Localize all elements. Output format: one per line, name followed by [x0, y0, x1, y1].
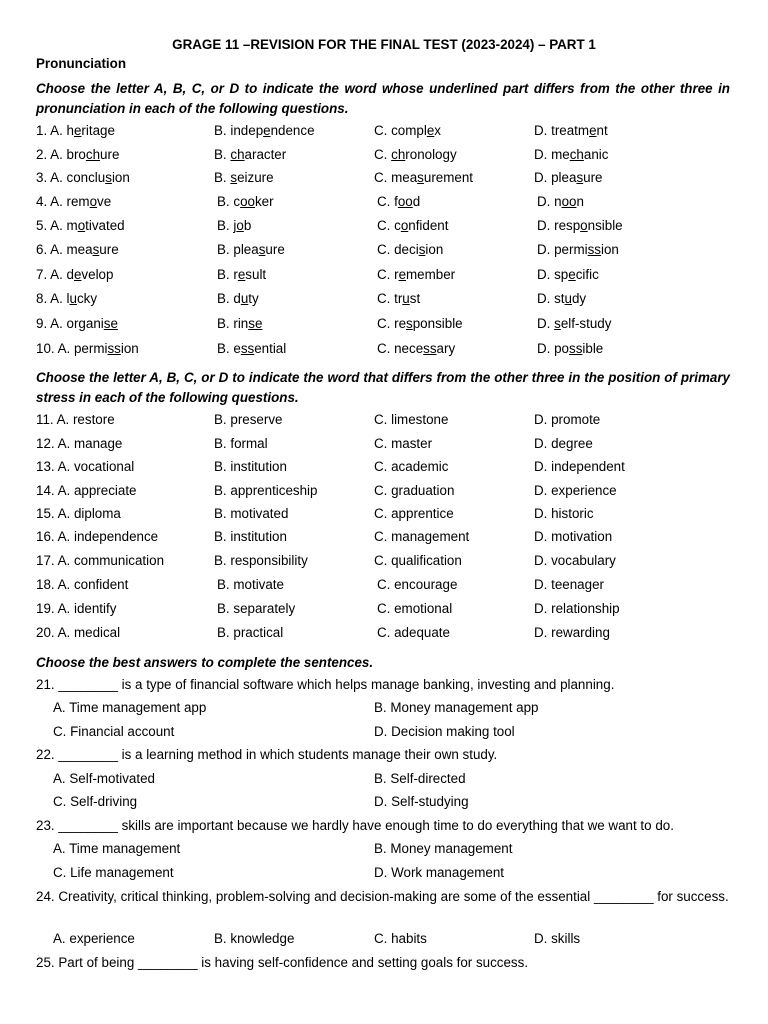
option: C. habits [374, 931, 427, 946]
underlined-letters: o [580, 218, 588, 233]
underlined-letters: o [89, 194, 98, 209]
option-text: n [576, 194, 584, 209]
option-text: tivated [85, 218, 125, 233]
option-text: eizure [237, 170, 274, 185]
option [36, 341, 139, 356]
option-text: B. indep [214, 123, 264, 138]
underlined-letters: o [400, 218, 409, 233]
option: 20. A. medical [36, 625, 121, 640]
question-row [36, 316, 736, 336]
option-text: C. [374, 147, 392, 162]
question-row [36, 553, 736, 573]
option [537, 242, 619, 257]
question-row [36, 194, 736, 214]
option-text: B. e [217, 341, 241, 356]
option [214, 147, 286, 162]
option: 16. A. independence [36, 529, 159, 544]
option: 11. A. restore [36, 412, 115, 427]
option-text: ure [583, 170, 603, 185]
option [374, 123, 441, 138]
option-text: 5. A. m [36, 218, 78, 233]
option [217, 316, 262, 331]
option: D. independent [534, 459, 625, 474]
option [214, 123, 315, 138]
underlined-letters: ch [569, 147, 584, 162]
option-text: D. me [534, 147, 570, 162]
option: D. rewarding [534, 625, 610, 640]
option: B. knowledge [214, 931, 295, 946]
option [377, 316, 463, 331]
option [374, 170, 473, 185]
option: D. motivation [534, 529, 613, 544]
underlined-letters: oo [240, 194, 255, 209]
question-row [36, 267, 736, 287]
question-row [36, 577, 736, 597]
option-text: x [434, 123, 441, 138]
underlined-letters: s [230, 170, 238, 185]
underlined-letters: s [406, 316, 413, 331]
option [374, 147, 457, 162]
option-text: 6. A. mea [36, 242, 93, 257]
underlined-letters: e [73, 267, 82, 282]
option: C. graduation [374, 483, 455, 498]
option: 15. A. diploma [36, 506, 121, 521]
option [217, 267, 266, 282]
option-text: nt [596, 123, 608, 138]
question-row [36, 291, 736, 311]
question-row [36, 218, 736, 238]
underlined-letters: ss [240, 341, 255, 356]
question-row [36, 412, 736, 432]
option-text: D. st [537, 291, 565, 306]
option [36, 170, 130, 185]
option-text: ndence [270, 123, 315, 138]
option-text: C. r [377, 267, 399, 282]
instruction-pronunciation: Choose the letter A, B, C, or D to indicate the word whose underlined part differs from the other three in pronunciation in each of the following questions. [36, 81, 730, 116]
option-text: ritage [81, 123, 115, 138]
option: B. separately [217, 601, 296, 616]
option-text: B. rin [217, 316, 249, 331]
question-row [36, 436, 736, 456]
underlined-letters: s [92, 242, 100, 257]
option-text: ponsible [412, 316, 463, 331]
underlined-letters: oo [561, 194, 577, 209]
underlined-letters: e [589, 123, 597, 138]
option-text: 10. A. permi [36, 341, 108, 356]
option [377, 341, 455, 356]
option-text: cific [575, 267, 599, 282]
option-text: d [412, 194, 421, 209]
underlined-letters: e [73, 123, 82, 138]
option-text: 2. A. bro [36, 147, 86, 162]
option: A. Time management [53, 841, 181, 856]
underlined-letters: se [103, 316, 118, 331]
option-text: ure [100, 147, 120, 162]
option [377, 291, 420, 306]
underlined-letters: e [398, 267, 407, 282]
option: D. vocabulary [534, 553, 616, 568]
question-25: 25. Part of being ________ is having self-confidence and setting goals for success. [36, 955, 529, 970]
option: D. historic [534, 506, 594, 521]
option-text: B. r [217, 267, 238, 282]
option [36, 316, 118, 331]
underlined-letters: ch [85, 147, 101, 162]
option [217, 194, 274, 209]
question-row [36, 529, 736, 549]
option: D. teenager [534, 577, 604, 592]
option-text: C. tr [377, 291, 403, 306]
option: C. emotional [377, 601, 453, 616]
option-text: elf-study [560, 316, 612, 331]
option-text: ion [601, 242, 619, 257]
underlined-letters: ss [569, 341, 583, 356]
underlined-letters: e [426, 123, 435, 138]
option-text: ty [248, 291, 259, 306]
option-text: member [406, 267, 456, 282]
option-text: D. resp [537, 218, 581, 233]
question-row [36, 341, 736, 361]
option-text: dy [571, 291, 587, 306]
option-text: st [409, 291, 421, 306]
option: C. Financial account [53, 724, 175, 739]
option [537, 267, 599, 282]
option: A. experience [53, 931, 135, 946]
option-text: ure [99, 242, 119, 257]
option [36, 147, 119, 162]
option-text: D. sp [537, 267, 569, 282]
underlined-letters: ss [423, 341, 437, 356]
option-text: ion [111, 170, 130, 185]
option [377, 194, 420, 209]
option-text: b [243, 218, 252, 233]
option [537, 316, 611, 331]
question-row [36, 170, 736, 190]
option: B. Self-directed [374, 771, 466, 786]
option-text: D. treatm [534, 123, 590, 138]
question-row [36, 242, 736, 262]
option [36, 123, 115, 138]
question-row [36, 506, 736, 526]
question-22: 22. ________ is a learning method in which students manage their own study. [36, 747, 498, 762]
option-text: C. f [377, 194, 398, 209]
option-text: cky [76, 291, 98, 306]
underlined-letters: s [105, 170, 112, 185]
option: D. degree [534, 436, 593, 451]
option-text: B. c [217, 194, 241, 209]
option [534, 147, 608, 162]
option-text: 4. A. rem [36, 194, 90, 209]
underlined-letters: u [564, 291, 572, 306]
option: B. motivated [214, 506, 289, 521]
option-text: urement [423, 170, 473, 185]
option-text: B. [214, 170, 231, 185]
option-text: ible [582, 341, 604, 356]
option: 14. A. appreciate [36, 483, 137, 498]
option [534, 170, 603, 185]
option-text: D. plea [534, 170, 577, 185]
option: 18. A. confident [36, 577, 129, 592]
question-21: 21. ________ is a type of financial software which helps manage banking, investing and planning. [36, 677, 615, 692]
option-text: C. c [377, 218, 401, 233]
option: B. institution [214, 529, 287, 544]
option-text: ve [97, 194, 112, 209]
option-text: C. compl [374, 123, 427, 138]
option: 12. A. manage [36, 436, 123, 451]
option-text: C. deci [377, 242, 419, 257]
option [377, 242, 443, 257]
option-text: D. permi [537, 242, 588, 257]
option: D. Decision making tool [374, 724, 515, 739]
option-text: 7. A. d [36, 267, 74, 282]
option-text: ary [436, 341, 456, 356]
option: B. institution [214, 459, 287, 474]
option-text: ion [425, 242, 444, 257]
option: D. Work management [374, 865, 504, 880]
option: C. limestone [374, 412, 449, 427]
underlined-letters: u [240, 291, 249, 306]
option: B. formal [214, 436, 268, 451]
option [217, 218, 251, 233]
underlined-letters: s [258, 242, 266, 257]
option-text: ronology [405, 147, 457, 162]
option: C. management [374, 529, 470, 544]
option [377, 218, 448, 233]
underlined-letters: ch [391, 147, 406, 162]
underlined-letters: oo [397, 194, 413, 209]
option-text: C. nece [377, 341, 424, 356]
option: D. Self-studying [374, 794, 469, 809]
underlined-letters: ss [107, 341, 121, 356]
question-row [36, 625, 736, 645]
option: B. apprenticeship [214, 483, 318, 498]
option-text: D. n [537, 194, 562, 209]
option-text: anic [583, 147, 609, 162]
option: B. motivate [217, 577, 284, 592]
option: C. adequate [377, 625, 450, 640]
option-text: C. mea [374, 170, 418, 185]
option: 19. A. identify [36, 601, 117, 616]
option-text: B. j [217, 218, 237, 233]
option [36, 267, 113, 282]
underlined-letters: o [236, 218, 244, 233]
option [36, 194, 111, 209]
question-row [36, 459, 736, 479]
option-text: B. d [217, 291, 241, 306]
option: B. Money management [374, 841, 513, 856]
underlined-letters: s [418, 242, 426, 257]
option: D. experience [534, 483, 617, 498]
option: C. qualification [374, 553, 462, 568]
underlined-letters: ch [230, 147, 245, 162]
underlined-letters: se [248, 316, 263, 331]
option-text: 8. A. l [36, 291, 70, 306]
section-heading: Pronunciation [36, 56, 127, 71]
question-row [36, 147, 736, 167]
option [214, 170, 274, 185]
option [36, 242, 119, 257]
underlined-letters: s [576, 170, 584, 185]
option-text: D. po [537, 341, 570, 356]
option: A. Time management app [53, 700, 207, 715]
option-text: 3. A. conclu [36, 170, 106, 185]
page-title: GRAGE 11 –REVISION FOR THE FINAL TEST (2023-2024) – PART 1 [172, 37, 596, 52]
option: B. responsibility [214, 553, 308, 568]
option [217, 242, 285, 257]
option: B. preserve [214, 412, 283, 427]
option [537, 341, 603, 356]
option-text: ion [120, 341, 139, 356]
underlined-letters: s [554, 316, 561, 331]
option [537, 291, 586, 306]
option: D. relationship [534, 601, 620, 616]
option: C. apprentice [374, 506, 454, 521]
option: C. Life management [53, 865, 174, 880]
option: D. promote [534, 412, 601, 427]
question-row [36, 483, 736, 503]
option: C. academic [374, 459, 449, 474]
instruction-sentences: Choose the best answers to complete the sentences. [36, 655, 374, 670]
option: C. Self-driving [53, 794, 138, 809]
option-text: 1. A. h [36, 123, 74, 138]
option-text: ential [254, 341, 287, 356]
underlined-letters: s [417, 170, 424, 185]
option: A. Self-motivated [53, 771, 155, 786]
option-text: 9. A. organi [36, 316, 104, 331]
question-row [36, 123, 736, 143]
option-text: ure [265, 242, 285, 257]
option-text: nfident [408, 218, 449, 233]
option-text: sult [245, 267, 267, 282]
underlined-letters: ss [587, 242, 601, 257]
underlined-letters: o [77, 218, 86, 233]
option [377, 267, 455, 282]
option: B. Money management app [374, 700, 539, 715]
option-text: B. plea [217, 242, 259, 257]
option [36, 291, 97, 306]
option-text: aracter [244, 147, 287, 162]
option [217, 341, 286, 356]
question-24: 24. Creativity, critical thinking, problem-solving and decision-making are some of the essential ________ for success. [36, 889, 729, 904]
option-text: ker [254, 194, 274, 209]
underlined-letters: e [237, 267, 246, 282]
option: B. practical [217, 625, 284, 640]
option-text: nsible [587, 218, 623, 233]
option: C. encourage [377, 577, 458, 592]
option [537, 218, 623, 233]
option: 13. A. vocational [36, 459, 135, 474]
option: D. skills [534, 931, 581, 946]
instruction-stress: Choose the letter A, B, C, or D to indicate the word that differs from the other three in the position of primary stress in each of the following questions. [36, 370, 730, 405]
underlined-letters: u [69, 291, 77, 306]
option [36, 218, 125, 233]
option: C. master [374, 436, 433, 451]
underlined-letters: u [402, 291, 410, 306]
option-text: D. [537, 316, 555, 331]
underlined-letters: e [263, 123, 271, 138]
option-text: B. [214, 147, 231, 162]
option [537, 194, 584, 209]
option: 17. A. communication [36, 553, 165, 568]
question-23: 23. ________ skills are important because we hardly have enough time to do everything that we want to do. [36, 818, 674, 833]
question-row [36, 601, 736, 621]
option-text: velop [81, 267, 114, 282]
option-text: C. re [377, 316, 407, 331]
underlined-letters: e [568, 267, 576, 282]
option [534, 123, 608, 138]
option [217, 291, 259, 306]
